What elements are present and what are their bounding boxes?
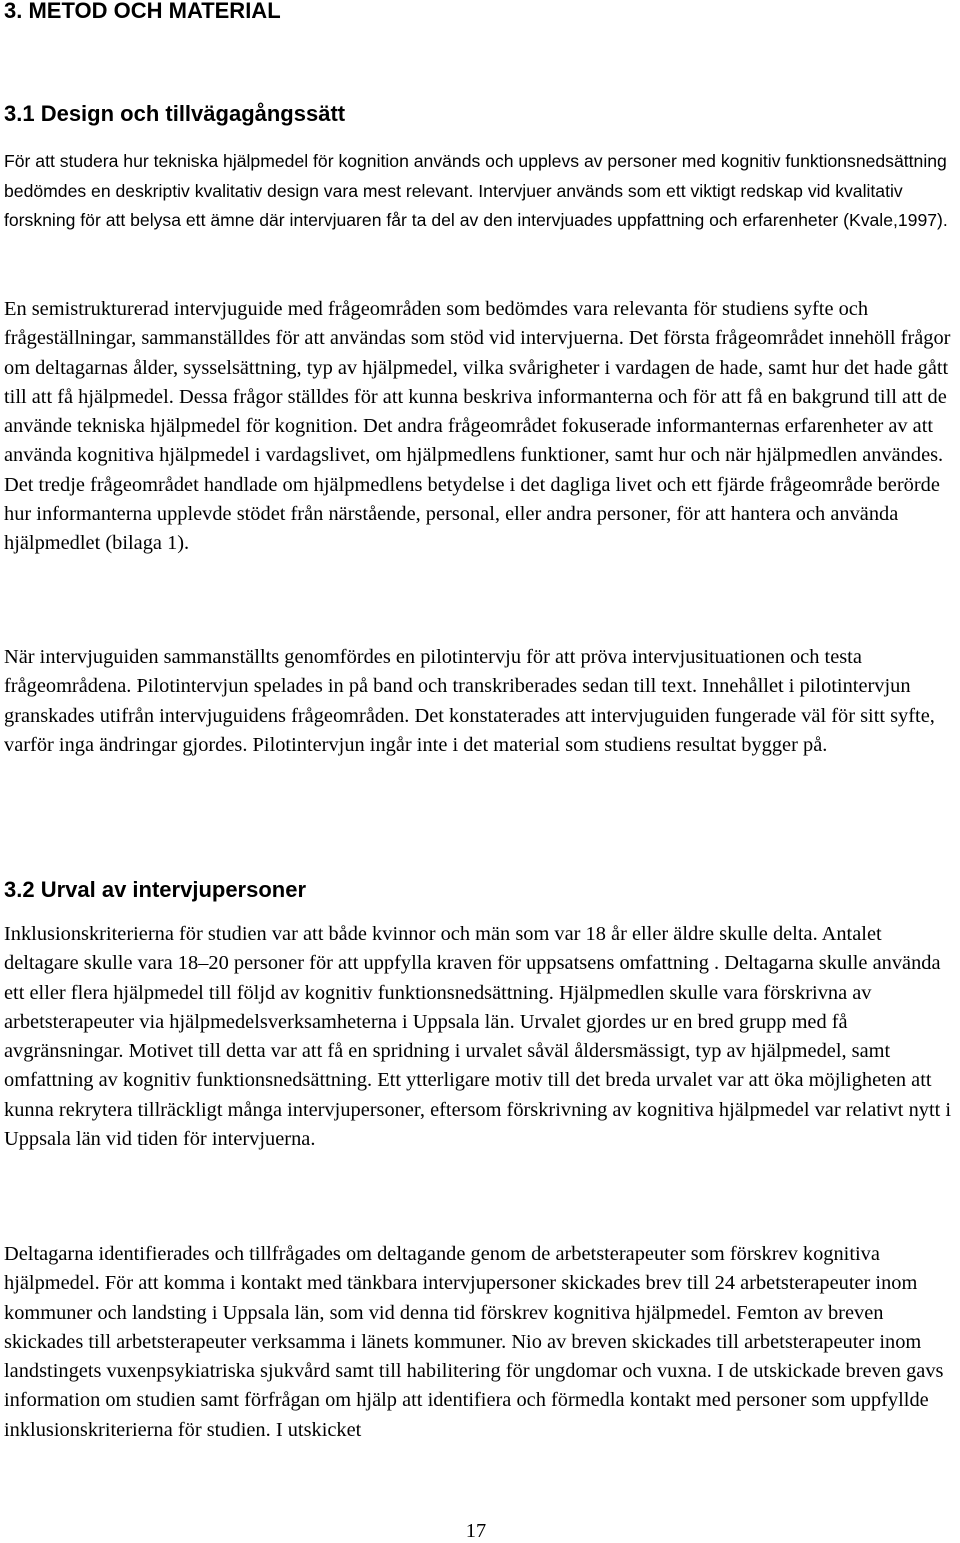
paragraph-inclusion-criteria: Inklusionskriterierna för studien var att både kvinnor och män som var 18 år eller äldre skulle delta. Antalet deltagare skulle vara 18–20 personer för att uppfylla kraven för uppsatsens omfattning . Deltagarna skulle använda ett eller flera hjälpmedel till följd av kognitiv funktionsnedsättning. Hjälpmedlen skulle vara förskrivna av arbetsterapeuter via hjälpmedelsverksamheterna i Uppsala län. Urvalet gjordes ur en bred grupp med få avgränsningar. Motivet till detta var att få en spridning i urvalet såväl åldersmässigt, typ av hjälpmedel, samt omfattning av kognitiv funktionsnedsättning. Ett ytterligare motiv till det breda urvalet var att öka möjligheten att kunna rekrytera tillräckligt många intervjupersoner, eftersom förskrivning av kognitiva hjälpmedel var relativt nytt i Uppsala län vid tiden för intervjuerna. (4, 923, 952, 1151)
page-number: 17 (465, 1520, 487, 1542)
paragraph-design-intro: För att studera hur tekniska hjälpmedel för kognition används och upplevs av personer med kognitiv funktionsnedsättning bedömdes en deskriptiv kvalitativ design vara mest relevant. Intervjuer används som ett viktigt redskap vid kvalitativ forskning för att belysa ett ämne där intervjuaren får ta del av den intervjuades uppfattning och erfarenheter (Kvale,1997). (4, 151, 948, 230)
paragraph-pilot-interview: När intervjuguiden sammanställts genomfördes en pilotintervju för att pröva intervjusituationen och testa frågeområdena. Pilotintervjun spelades in på band och transkriberades sedan till text. Innehållet i pilotintervjun granskades utifrån intervjuguidens frågeområden. Det konstaterades att intervjuguiden fungerade väl för sitt syfte, varför inga ändringar gjordes. Pilotintervjun ingår inte i det material som studiens resultat bygger på. (4, 646, 935, 756)
paragraph-participant-recruitment: Deltagarna identifierades och tillfrågades om deltagande genom de arbetsterapeuter som förskrev kognitiva hjälpmedel. För att komma i kontakt med tänkbara intervjupersoner skickades brev till 24 arbetsterapeuter inom kommuner och landsting i Uppsala län, som vid denna tid förskrev kognitiva hjälpmedel. Femton av breven skickades till arbetsterapeuter verksamma i länets kommuner. Nio av breven skickades till arbetsterapeuter inom landstingets vuxenpsykiatriska sjukvård samt till habilitering för ungdomar och vuxna. I de utskickade breven gavs information om studien samt förfrågan om hjälp att identifiera och förmedla kontakt med personer som uppfyllde inklusionskriterierna för studien. I utskicket (4, 1243, 944, 1441)
paragraph-interview-guide: En semistrukturerad intervjuguide med frågeområden som bedömdes vara relevanta för studiens syfte och frågeställningar, sammanställdes för att användas som stöd vid intervjuerna. Det första frågeområdet innehöll frågor om deltagarnas ålder, sysselsättning, typ av hjälpmedel, vilka svårigheter i vardagen de hade, samt hur det hade gått till att få hjälpmedel. Dessa frågor ställdes för att kunna beskriva informanterna och för att få en bakgrund till att de använde tekniska hjälpmedel för kognition. Det andra frågeområdet fokuserade informanternas erfarenheter av att använda kognitiva hjälpmedel i vardagslivet, om hjälpmedlens funktioner, samt hur och när hjälpmedlen användes. Det tredje frågeområdet handlade om hjälpmedlens betydelse i det dagliga livet och ett fjärde frågeområde berörde hur informanterna upplevde stödet från närstående, personal, eller andra personer, för att hantera och använda hjälpmedlet (bilaga 1). (4, 298, 951, 555)
subsection-heading-design: 3.1 Design och tillvägagångssätt (4, 101, 346, 126)
subsection-heading-selection: 3.2 Urval av intervjupersoner (4, 877, 307, 902)
section-heading: 3. METOD OCH MATERIAL (4, 0, 281, 23)
